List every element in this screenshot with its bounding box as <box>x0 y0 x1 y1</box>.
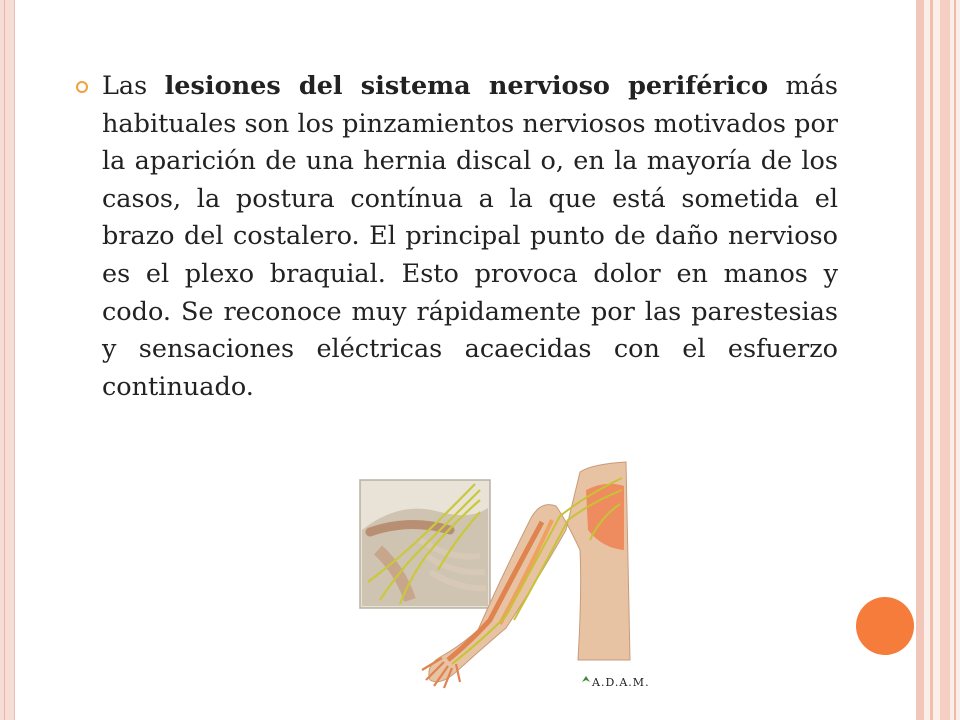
right-frame-border <box>916 0 960 720</box>
paragraph-part-2: más habituales son los pinzamientos nerviosos motivados por la aparición de una hernia discal o, en la mayoría de los casos, la postura contínua a la que está sometida el brazo del costalero. El principal punto de daño nervioso es el plexo braquial. Esto provoca dolor en manos y codo. Se reconoce muy rápidamente por las parestesias y sensaciones eléctricas acaecidas con el esfuerzo continuado. <box>102 71 838 402</box>
inset-shoulder-diagram <box>360 480 490 608</box>
paragraph-bold-term: lesiones del sistema nervioso periférico <box>164 71 769 101</box>
adam-logo <box>582 676 650 689</box>
paragraph-part-1: Las <box>102 71 165 101</box>
brachial-plexus-illustration <box>330 460 670 696</box>
adam-logo-text: A.D.A.M. <box>592 676 650 689</box>
bullet-ring-icon <box>75 80 89 94</box>
body-paragraph <box>102 68 838 406</box>
left-frame-border <box>0 0 15 720</box>
accent-circle <box>856 597 914 655</box>
